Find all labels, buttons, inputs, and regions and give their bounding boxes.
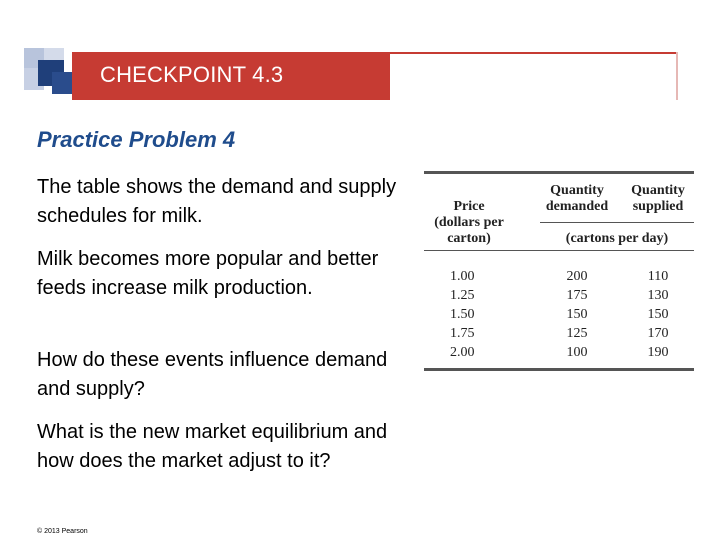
table-row	[424, 343, 694, 362]
problem-title: Practice Problem 4	[37, 127, 236, 152]
slide-title: CHECKPOINT 4.3	[100, 62, 284, 87]
header-price-line: Price	[453, 199, 485, 214]
cell-price: 1.00	[450, 269, 475, 284]
table-rule-units	[540, 222, 694, 223]
header-rule-edge	[676, 52, 678, 100]
table-row	[424, 324, 694, 343]
paragraph-question-1: How do these events influence demand and supply?	[37, 349, 388, 400]
cell-supplied: 150	[647, 307, 669, 322]
header-supplied-line: Quantity	[631, 183, 685, 198]
header-price	[424, 199, 514, 247]
cell-price: 1.75	[450, 326, 475, 341]
cell-price: 1.25	[450, 288, 475, 303]
header-price-line: (dollars per	[434, 215, 504, 230]
cell-supplied: 110	[647, 269, 669, 284]
table-body	[424, 267, 694, 362]
cell-demanded: 200	[566, 269, 588, 284]
demand-supply-table	[424, 171, 694, 371]
table-row	[424, 286, 694, 305]
header-demanded-line: Quantity	[550, 183, 604, 198]
header-demanded-line: demanded	[545, 199, 609, 214]
paragraph-intro: The table shows the demand and supply schedules for milk.	[37, 176, 397, 227]
cell-supplied: 170	[647, 326, 669, 341]
header-units: (cartons per day)	[565, 231, 669, 246]
cell-demanded: 125	[566, 326, 588, 341]
header-rule	[390, 52, 678, 54]
table-row	[424, 267, 694, 286]
paragraph-events: Milk becomes more popular and better feeds increase milk production.	[37, 248, 379, 299]
table-rule-top	[424, 171, 694, 174]
cell-demanded: 100	[566, 345, 588, 360]
cell-supplied: 130	[647, 288, 669, 303]
cell-demanded: 175	[566, 288, 588, 303]
copyright-notice: © 2013 Pearson	[37, 528, 88, 535]
header-quantity-supplied	[624, 183, 692, 215]
header-supplied-line: supplied	[632, 199, 684, 214]
cell-price: 2.00	[450, 345, 475, 360]
table-row	[424, 305, 694, 324]
header-quantity-demanded	[540, 183, 614, 215]
header-price-line: carton)	[447, 231, 491, 246]
paragraph-question-2: What is the new market equilibrium and how does the market adjust to it?	[37, 421, 388, 472]
decor-square	[52, 72, 72, 94]
table-rule-mid	[424, 250, 694, 251]
cell-supplied: 190	[647, 345, 669, 360]
cell-price: 1.50	[450, 307, 475, 322]
cell-demanded: 150	[566, 307, 588, 322]
table-rule-bottom	[424, 368, 694, 371]
